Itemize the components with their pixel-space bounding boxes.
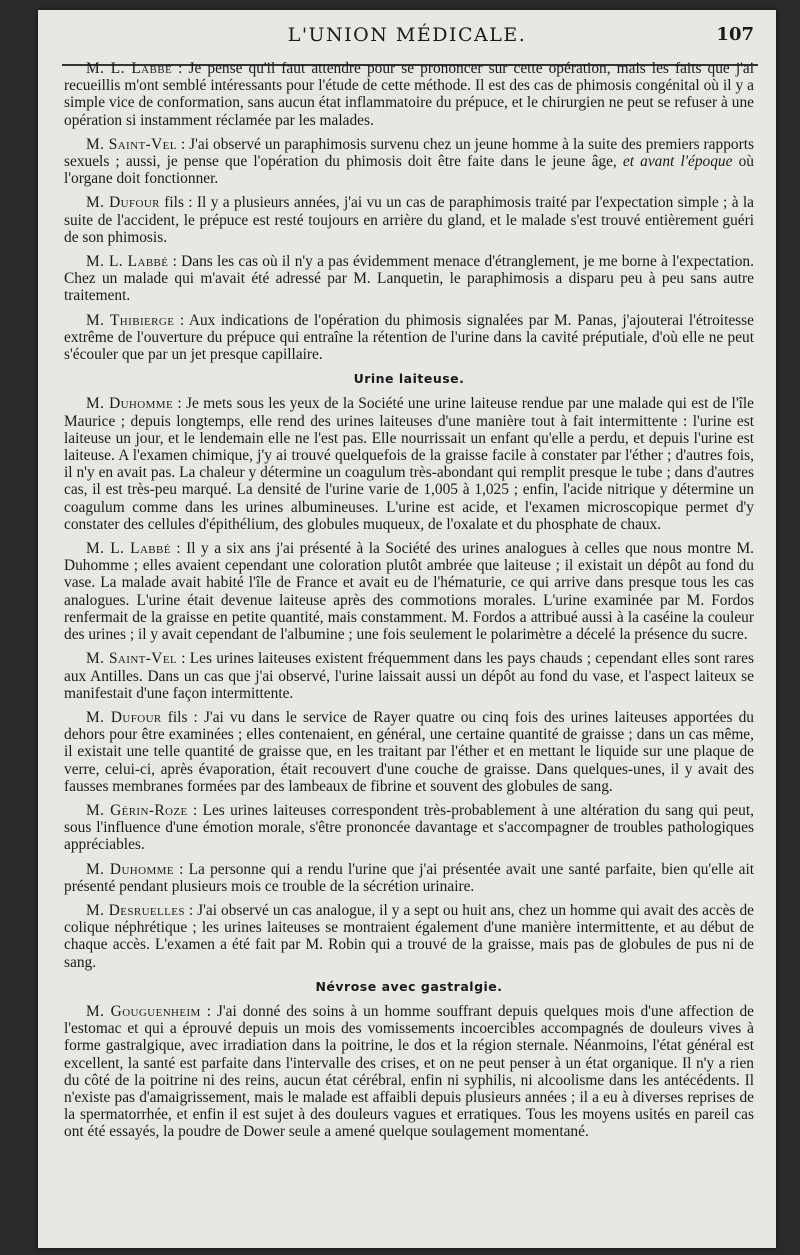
paragraph	[64, 861, 754, 895]
paragraph	[64, 802, 754, 854]
paragraph-text: : Les urines laiteuses existent fréquemment dans les pays chauds ; cependant elles sont rares aux Antilles. Dans un cas que j'ai observé, l'urine laissait aussi un dépôt au fond du vase, et l'aspect laiteux se manifestait d'une façon intermittente.	[64, 650, 754, 702]
paragraph	[64, 650, 754, 702]
section-title-urine-laiteuse: Urine laiteuse.	[353, 371, 465, 387]
article-body	[64, 60, 754, 1148]
discussion-urine-laiteuse	[64, 395, 754, 970]
paragraph-text: : Il y a six ans j'ai présenté à la Société des urines analogues à celles que nous montre M. Duhomme ; elles avaient cependant une coloration plutôt ambrée que laiteuse ; il existait un dépôt au fond du vase. La malade avait habité l'île de France et avait eu de l'hématurie, ce qui arrive dans presque tous les cas analogues. L'urine était devenue laiteuse après des commotions morales. L'urine examinée par M. Fordos renfermait de la graisse en petite quantité, mais constamment. M. Fordos a attribué aussi à la caséine la couleur des urines ; il y avait cependant de l'albumine ; une fois seulement le polarimètre a décelé la présence du sucre.	[64, 540, 754, 644]
speaker-name: M. Dufour	[86, 194, 160, 212]
discussion-phimosis	[64, 60, 754, 363]
paragraph	[64, 136, 754, 188]
speaker-name: M. Desruelles	[86, 901, 185, 919]
paragraph	[64, 540, 754, 643]
speaker-name: M. Gouguenheim	[86, 1002, 201, 1020]
paragraph-text: fils : Il y a plusieurs années, j'ai vu un cas de paraphimosis traité par l'expectation simple ; à la suite de l'accident, le prépuce est resté toujours en arrière du gland, et le malade s'est trouvé entièrement guéri de son phimosis.	[64, 194, 754, 246]
paragraph-text: : J'ai observé un paraphimosis survenu chez un jeune homme à la suite des premiers rapports sexuels ; aussi, je pense que l'opération du phimosis doit être faite dans le jeune âge,	[64, 135, 754, 171]
paragraph	[64, 194, 754, 246]
paragraph-text: : J'ai observé un cas analogue, il y a sept ou huit ans, chez un homme qui avait des accès de colique néphrétique ; les urines laiteuses se montraient également d'une manière intermittente, et au début de chaque accès. L'examen a été fait par M. Robin qui a trouvé de la graisse, mais pas de globules de pus ni de sang.	[64, 901, 754, 971]
paragraph	[64, 253, 754, 305]
paragraph-text: : Je mets sous les yeux de la Société une urine laiteuse rendue par une malade qui est de l'île Maurice ; depuis longtemps, elle rend des urines laiteuses d'une manière tout à fait intermittente : l'urine est laiteuse un jour, et le lendemain elle ne l'est pas. Elle nourrissait un enfant qu'elle a perdu, et depuis l'urine est laiteuse. A l'examen chimique, j'y ai trouvé quelquefois de la graisse facile à constater par l'éther ; d'autres fois, il n'y en avait pas. La chaleur y détermine un coagulum très-abondant qui remplit presque le tube ; dans d'autres cas, il est très-peu marqué. La densité de l'urine varie de 1,005 à 1,025 ; enfin, l'acide nitrique y détermine un coagulum comme dans les urines albumineuses. L'urine est acide, et l'examen microscopique permet d'y constater des cellules d'épithélium, des globules muqueux, de l'oxalate et du phosphate de chaux.	[64, 395, 754, 533]
journal-title: L'UNION MÉDICALE.	[287, 24, 527, 46]
page-number: 107	[716, 24, 754, 45]
paragraph-text: fils : J'ai vu dans le service de Rayer quatre ou cinq fois des urines laiteuses apportées du dehors pour être examinées ; elles contenaient, en général, une certaine quantité de graisse ; dans un cas même, il existait une telle quantité de graisse que, en les traitant par l'éther et en mettant le liquide sur une plaque de verre, celui-ci, après évaporation, était recouvert d'une couche de graisse. Dans quelques-unes, il y avait des fausses membranes formées par des lambeaux de fibrine et souvent des globules de sang.	[64, 708, 754, 795]
paragraph	[64, 395, 754, 533]
paragraph	[64, 60, 754, 129]
paragraph-text: : Dans les cas où il n'y a pas évidemment menace d'étranglement, je me borne à l'expectation. Chez un malade qui m'avait été adressé par M. Lanquetin, le paraphimosis a disparu peu à peu sans autre traitement.	[64, 253, 754, 305]
paragraph-text: : J'ai donné des soins à un homme souffrant depuis quelques mois d'une affection de l'estomac et qui a éprouvé depuis un mois des vomissements incoercibles accompagnés de douleurs vives à forme gastralgique, avec irradiation dans la poitrine, le dos et la région sternale. Néanmoins, l'état général est excellent, la santé est parfaite dans l'intervalle des crises, et on ne peut penser à un état organique. Il n'y a rien du côté de la poitrine ni des reins, aucun état cérébral, enfin ni syphilis, ni alcoolisme dans les antécédents. Il n'existe pas d'amaigrissement, mais le malade est affaibli depuis plusieurs années ; il a eu à diverses reprises de la spermatorrhée, et enfin il est sujet à des douleurs vagues et erratiques. Tous les moyens usités en pareil cas ont été essayés, la poudre de Dower seule a amené quelque soulagement momentané.	[64, 1002, 755, 1141]
speaker-name: M. Gérin-Roze	[86, 801, 188, 819]
journal-page	[38, 10, 776, 1248]
speaker-name: M. L. Labbé	[86, 60, 173, 77]
paragraph-emphasis: et avant l'époque	[622, 153, 733, 171]
paragraph	[64, 709, 754, 795]
paragraph	[64, 312, 754, 364]
speaker-name: M. L. Labbé	[86, 253, 169, 271]
running-head	[38, 24, 776, 54]
discussion-nevrose	[64, 1003, 754, 1141]
speaker-name: M. Dufour	[86, 708, 162, 726]
speaker-name: M. L. Labbé	[86, 540, 171, 558]
paragraph	[64, 1003, 754, 1141]
paragraph-text: : Les urines laiteuses correspondent très-probablement à une altération du sang qui peut, sous l'influence d'une émotion morale, s'être prononcée davantage et s'accompagner de troubles pathologiques appréciables.	[64, 801, 754, 854]
speaker-name: M. Saint-Vel	[86, 135, 177, 153]
paragraph-text: : Je pense qu'il faut attendre pour se prononcer sur cette opération, mais les faits que j'ai recueillis m'ont semblé intéressants pour l'étude de cette méthode. Il est des cas de phimosis congénital où il y a simple vice de conformation, sans aucun état inflammatoire du prépuce, et le chirurgien ne peut se refuser à une opération si instamment réclamée par les malades.	[64, 60, 754, 129]
speaker-name: M. Saint-Vel	[86, 650, 178, 668]
speaker-name: M. Thibierge	[86, 311, 175, 329]
paragraph	[64, 902, 754, 971]
section-title-nevrose-gastralgie: Névrose avec gastralgie.	[315, 978, 503, 994]
paragraph-text: où l'organe doit fonctionner.	[64, 153, 754, 188]
paragraph-text: : La personne qui a rendu l'urine que j'ai présentée avait une santé parfaite, bien qu'elle ait présenté pendant plusieurs mois ce trouble de la sécrétion urinaire.	[64, 860, 754, 895]
paragraph-text: : Aux indications de l'opération du phimosis signalées par M. Panas, j'ajouterai l'étroitesse extrême de l'ouverture du prépuce qui entraîne la rétention de l'urine dans la cavité préputiale, d'où elle ne peut s'écouler que par un jet presque capillaire.	[64, 311, 754, 364]
speaker-name: M. Duhomme	[86, 860, 174, 878]
speaker-name: M. Duhomme	[86, 395, 174, 413]
